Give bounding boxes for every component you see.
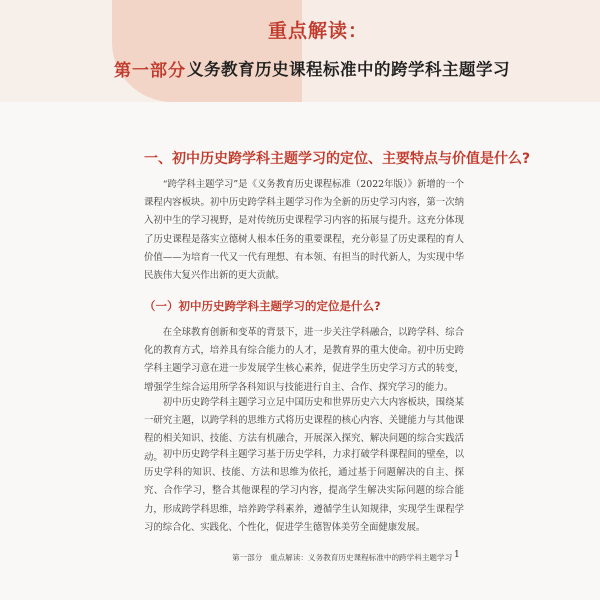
body-paragraph: 初中历史跨学科主题学习基于历史学科，力求打破学科课程间的壁垒，以历史学科的知识、技能、方法和思维为依托，通过基于问题解决的自主、探究、合作学习，整合其他课程的学习内容，提高学生解决实际问题的综合能力，形成跨学科思维，培养跨学科素养，遵循学生认知规律，实现学生课程学习的综合化、实践化、个性化，促进学生德智体美劳全面健康发展。	[144, 449, 464, 533]
section-heading: 一、初中历史跨学科主题学习的定位、主要特点与价值是什么?	[144, 151, 531, 167]
part-label: 第一部分	[114, 61, 186, 81]
intro-paragraph: “跨学科主题学习”是《义务教育历史课程标准（2022年版）》新增的一个课程内容板块。初中历史跨学科主题学习作为全新的历史学习内容，第一次纳入初中生的学习视野，是对传统历史课程学习内容的拓展与提升。这充分体现了历史课程是落实立德树人根本任务的重要课程，充分彰显了历史课程的育人价值——为培育一代又一代有理想、有本领、有担当的时代新人，为实现中华民族伟大复兴作出新的更大贡献。	[144, 179, 464, 282]
running-footer: 第一部分 重点解读：义务教育历史课程标准中的跨学科主题学习	[232, 553, 453, 562]
header-kicker: 重点解读：	[268, 20, 369, 42]
page-number: 1	[454, 550, 460, 560]
subsection-heading: （一）初中历史跨学科主题学习的定位是什么?	[144, 299, 381, 313]
body-paragraph: 初中历史跨学科主题学习立足中国历史和世界历史六大内容板块，围绕某一研究主题，以跨学科的思维方式将历史课程的核心内容、关键能力与其他课程的相关知识、技能、方法有机融合，开展深入探究、解决问题的综合实践活动。	[144, 397, 464, 463]
body-paragraph: 在全球教育创新和变革的背景下，进一步关注学科融合，以跨学科、综合化的教育方式，培养具有综合能力的人才，是教育界的重大使命。初中历史跨学科主题学习意在进一步发展学生核心素养，促进学生历史学习方式的转变，增强学生综合运用所学各科知识与技能进行自主、合作、探究学习的能力。	[144, 327, 464, 393]
part-title: 义务教育历史课程标准中的跨学科主题学习	[187, 60, 510, 79]
